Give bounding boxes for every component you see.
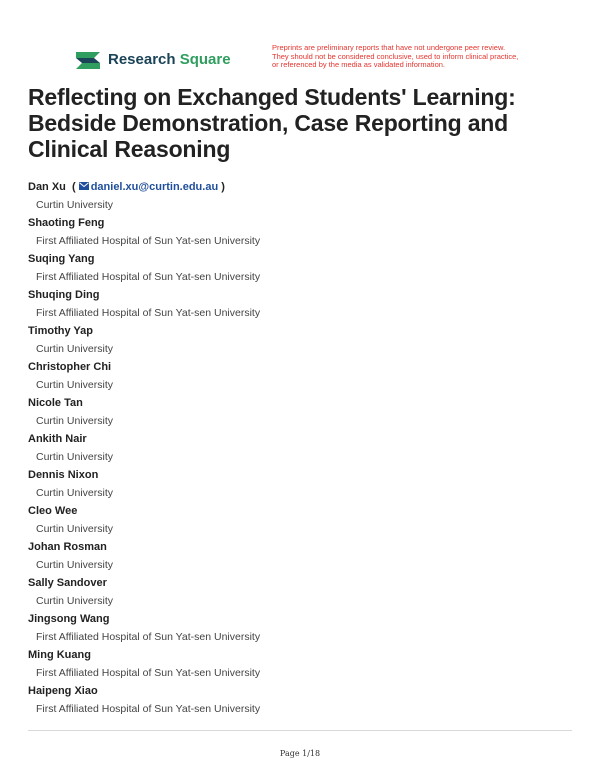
author-list: [28, 180, 588, 720]
page-header: [0, 0, 600, 80]
author-affiliation: Curtin University: [36, 379, 114, 391]
author-affiliation: Curtin University: [36, 595, 114, 607]
preprint-disclaimer: [272, 44, 572, 70]
page-number: Page 1/18: [279, 749, 321, 758]
author-email-link[interactable]: daniel.xu@curtin.edu.au: [90, 181, 219, 193]
author-entry: [28, 540, 588, 576]
envelope-icon: [79, 182, 89, 190]
author-affiliation: First Affiliated Hospital of Sun Yat-sen University: [36, 667, 261, 679]
author-name: Ming Kuang: [28, 649, 91, 661]
author-affiliation: Curtin University: [36, 199, 114, 211]
paper-title: Reflecting on Exchanged Students' Learning: Bedside Demonstration, Case Reporting and Clinical Reasoning: [28, 84, 516, 162]
author-entry: [28, 684, 588, 720]
author-name: Jingsong Wang: [28, 613, 110, 625]
author-entry: [28, 396, 588, 432]
disclaimer-line: or referenced by the media as validated information.: [272, 60, 446, 69]
footer-divider: [28, 730, 572, 731]
author-entry: [28, 648, 588, 684]
author-name: Haipeng Xiao: [28, 685, 98, 697]
author-name: Shuqing Ding: [28, 289, 100, 301]
logo-wordmark: Research Square: [108, 51, 231, 68]
author-entry: [28, 324, 588, 360]
author-affiliation: Curtin University: [36, 415, 114, 427]
author-entry: [28, 252, 588, 288]
author-entry: [28, 468, 588, 504]
author-name: Timothy Yap: [28, 325, 94, 337]
author-entry: [28, 360, 588, 396]
author-entry: [28, 504, 588, 540]
author-entry: [28, 288, 588, 324]
author-name: Cleo Wee: [28, 505, 78, 517]
author-affiliation: Curtin University: [36, 523, 114, 535]
author-name: Nicole Tan: [28, 397, 83, 409]
author-affiliation: First Affiliated Hospital of Sun Yat-sen University: [36, 631, 261, 643]
author-entry: Dan Xu ( daniel.xu@curtin.edu.au ) Curtin University: [28, 180, 588, 216]
author-affiliation: First Affiliated Hospital of Sun Yat-sen University: [36, 235, 261, 247]
author-affiliation: Curtin University: [36, 343, 114, 355]
author-name: Johan Rosman: [28, 541, 107, 553]
author-name: Christopher Chi: [28, 361, 112, 373]
disclaimer-line: Preprints are preliminary reports that have not undergone peer review.: [272, 43, 506, 52]
author-name: Ankith Nair: [28, 433, 87, 445]
author-affiliation: Curtin University: [36, 487, 114, 499]
author-affiliation: First Affiliated Hospital of Sun Yat-sen University: [36, 703, 261, 715]
disclaimer-line: They should not be considered conclusive, used to inform clinical practice,: [272, 51, 519, 61]
author-affiliation: Curtin University: [36, 451, 114, 463]
author-affiliation: Curtin University: [36, 559, 114, 571]
author-affiliation: First Affiliated Hospital of Sun Yat-sen University: [36, 307, 261, 319]
author-name: Dan Xu: [28, 181, 66, 193]
author-entry: [28, 432, 588, 468]
author-affiliation: First Affiliated Hospital of Sun Yat-sen University: [36, 271, 261, 283]
author-name: Shaoting Feng: [28, 217, 105, 229]
author-entry: [28, 576, 588, 612]
author-name: Dennis Nixon: [28, 469, 99, 481]
author-name: Sally Sandover: [28, 577, 107, 589]
research-square-logo[interactable]: [74, 48, 234, 72]
author-entry: [28, 216, 588, 252]
author-entry: [28, 612, 588, 648]
author-name: Suqing Yang: [28, 253, 95, 265]
research-square-logo-icon: [74, 49, 102, 71]
